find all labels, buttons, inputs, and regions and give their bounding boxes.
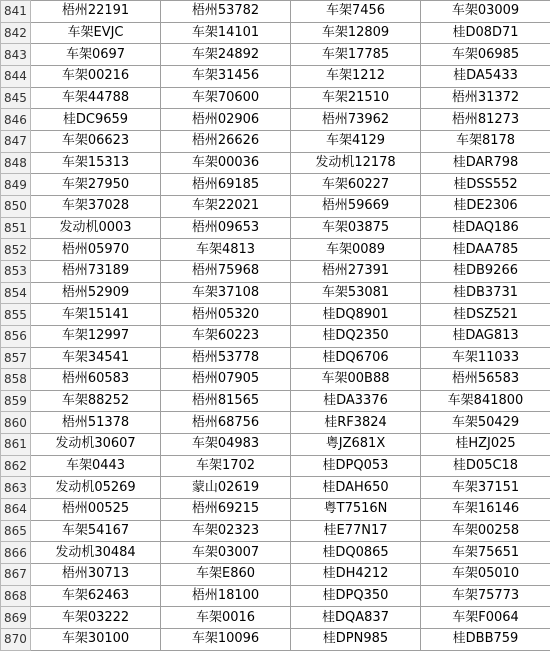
table-row [1,325,550,347]
table-row [1,585,550,607]
cell[interactable]: 梧州07905 [161,369,291,391]
cell[interactable]: 车架00036 [161,152,291,174]
table-row [1,65,550,87]
table-row [1,195,550,217]
row-number[interactable]: 865 [1,520,31,542]
row-number[interactable]: 851 [1,217,31,239]
cell[interactable]: 车架88252 [31,390,161,412]
cell[interactable]: 车架12997 [31,325,161,347]
row-number[interactable]: 863 [1,477,31,499]
cell[interactable]: 车架16146 [421,499,550,521]
cell[interactable]: 梧州52909 [31,282,161,304]
table-row [1,347,550,369]
cell[interactable]: 车架21510 [291,87,421,109]
cell[interactable]: 车架02323 [161,520,291,542]
cell[interactable]: 车架44788 [31,87,161,109]
cell[interactable]: 车架0697 [31,44,161,66]
cell[interactable]: 车架00B88 [291,369,421,391]
cell[interactable]: 梧州68756 [161,412,291,434]
cell[interactable]: 车架75773 [421,585,550,607]
cell[interactable]: 车架00216 [31,65,161,87]
row-number[interactable]: 859 [1,390,31,412]
cell[interactable]: 梧州73189 [31,260,161,282]
cell[interactable]: 发动机0003 [31,217,161,239]
table-row [1,152,550,174]
cell[interactable]: 梧州22191 [31,1,161,23]
row-number[interactable]: 843 [1,44,31,66]
row-number[interactable]: 864 [1,499,31,521]
table-row [1,412,550,434]
cell[interactable]: 车架24892 [161,44,291,66]
cell[interactable]: 桂D05C18 [421,455,550,477]
cell[interactable]: 桂DQ6706 [291,347,421,369]
table-row [1,369,550,391]
cell[interactable]: 车架E860 [161,564,291,586]
row-number[interactable]: 847 [1,130,31,152]
cell[interactable]: 桂DBB759 [421,629,550,651]
cell[interactable]: 发动机30607 [31,434,161,456]
cell[interactable]: 桂DE2306 [421,195,550,217]
cell[interactable]: 车架03009 [421,1,550,23]
table-row [1,542,550,564]
cell[interactable]: 车架06985 [421,44,550,66]
cell[interactable]: 车架00258 [421,520,550,542]
table-body [1,1,550,651]
cell[interactable]: 车架0016 [161,607,291,629]
row-number[interactable]: 867 [1,564,31,586]
row-number[interactable]: 844 [1,65,31,87]
cell[interactable]: 桂DSS552 [421,174,550,196]
table-row [1,217,550,239]
cell[interactable]: 桂DA5433 [421,65,550,87]
cell[interactable]: 车架7456 [291,1,421,23]
row-number[interactable]: 841 [1,1,31,23]
cell[interactable]: 车架17785 [291,44,421,66]
cell[interactable]: 桂DB9266 [421,260,550,282]
cell[interactable]: 车架60227 [291,174,421,196]
cell[interactable]: 梧州05970 [31,239,161,261]
cell[interactable]: 梧州18100 [161,585,291,607]
row-number[interactable]: 856 [1,325,31,347]
table-row [1,282,550,304]
cell[interactable]: 车架60223 [161,325,291,347]
cell[interactable]: 发动机05269 [31,477,161,499]
table-row [1,607,550,629]
cell[interactable]: 桂HZJ025 [421,434,550,456]
cell[interactable]: 车架37151 [421,477,550,499]
cell[interactable]: 桂D08D71 [421,22,550,44]
cell[interactable]: 车架4129 [291,130,421,152]
table-row [1,499,550,521]
cell[interactable]: 桂DSZ521 [421,304,550,326]
row-number[interactable]: 858 [1,369,31,391]
cell[interactable]: 梧州81273 [421,109,550,131]
table-row [1,174,550,196]
row-number[interactable]: 848 [1,152,31,174]
cell[interactable]: 车架14101 [161,22,291,44]
row-number[interactable]: 857 [1,347,31,369]
cell[interactable]: 车架03222 [31,607,161,629]
cell[interactable]: 梧州60583 [31,369,161,391]
cell[interactable]: 桂DC9659 [31,109,161,131]
cell[interactable]: 梧州53778 [161,347,291,369]
row-number[interactable]: 861 [1,434,31,456]
row-number[interactable]: 846 [1,109,31,131]
cell[interactable]: 桂DB3731 [421,282,550,304]
cell[interactable]: 车架31456 [161,65,291,87]
table-row [1,564,550,586]
table-row [1,1,550,23]
cell[interactable]: 梧州30713 [31,564,161,586]
cell[interactable]: 车架06623 [31,130,161,152]
row-number[interactable]: 866 [1,542,31,564]
cell[interactable]: 桂DPN985 [291,629,421,651]
cell[interactable]: 桂DAH650 [291,477,421,499]
cell[interactable]: 车架03007 [161,542,291,564]
cell[interactable]: 桂DQ8901 [291,304,421,326]
cell[interactable]: 车架0443 [31,455,161,477]
row-number[interactable]: 870 [1,629,31,651]
cell[interactable]: 梧州75968 [161,260,291,282]
table-row [1,109,550,131]
table-row [1,477,550,499]
cell[interactable]: 车架05010 [421,564,550,586]
cell[interactable]: 车架37028 [31,195,161,217]
table-row [1,239,550,261]
cell[interactable]: 车架62463 [31,585,161,607]
cell[interactable]: 粤JZ681X [291,434,421,456]
table-row [1,455,550,477]
cell[interactable]: 车架50429 [421,412,550,434]
cell[interactable]: 梧州59669 [291,195,421,217]
table-row [1,130,550,152]
cell[interactable]: 车架10096 [161,629,291,651]
cell[interactable]: 发动机30484 [31,542,161,564]
table-row [1,22,550,44]
cell[interactable]: 车架15313 [31,152,161,174]
cell[interactable]: 车架1702 [161,455,291,477]
cell[interactable]: 桂DPQ350 [291,585,421,607]
cell[interactable]: 车架27950 [31,174,161,196]
cell[interactable]: 梧州26626 [161,130,291,152]
cell[interactable]: 车架70600 [161,87,291,109]
cell[interactable]: 车架15141 [31,304,161,326]
cell[interactable]: 发动机12178 [291,152,421,174]
table-row [1,520,550,542]
cell[interactable]: 车架1212 [291,65,421,87]
cell[interactable]: 梧州69185 [161,174,291,196]
cell[interactable]: 车架0089 [291,239,421,261]
cell[interactable]: 车架34541 [31,347,161,369]
table-row [1,629,550,651]
cell[interactable]: 车架03875 [291,217,421,239]
cell[interactable]: 车架54167 [31,520,161,542]
cell[interactable]: 蒙山02619 [161,477,291,499]
cell[interactable]: 桂DAQ186 [421,217,550,239]
row-number[interactable]: 869 [1,607,31,629]
cell[interactable]: 桂DAG813 [421,325,550,347]
cell[interactable]: 车架04983 [161,434,291,456]
cell[interactable]: 桂DAA785 [421,239,550,261]
cell[interactable]: 车架F0064 [421,607,550,629]
cell[interactable]: 车架841800 [421,390,550,412]
cell[interactable]: 车架53081 [291,282,421,304]
cell[interactable]: 车架37108 [161,282,291,304]
cell[interactable]: 车架30100 [31,629,161,651]
table-row [1,390,550,412]
table-row [1,434,550,456]
cell[interactable]: 车架EVJC [31,22,161,44]
cell[interactable]: 桂E77N17 [291,520,421,542]
cell[interactable]: 桂DA3376 [291,390,421,412]
cell[interactable]: 梧州56583 [421,369,550,391]
row-number[interactable]: 860 [1,412,31,434]
row-number[interactable]: 842 [1,22,31,44]
cell[interactable]: 梧州02906 [161,109,291,131]
cell[interactable]: 桂DAR798 [421,152,550,174]
row-number[interactable]: 850 [1,195,31,217]
table-row [1,87,550,109]
row-number[interactable]: 862 [1,455,31,477]
row-number[interactable]: 849 [1,174,31,196]
cell[interactable]: 梧州09653 [161,217,291,239]
cell[interactable]: 桂DQ0865 [291,542,421,564]
cell[interactable]: 梧州05320 [161,304,291,326]
cell[interactable]: 桂DH4212 [291,564,421,586]
row-number[interactable]: 853 [1,260,31,282]
cell[interactable]: 梧州00525 [31,499,161,521]
cell[interactable]: 车架8178 [421,130,550,152]
cell[interactable]: 梧州53782 [161,1,291,23]
cell[interactable]: 桂RF3824 [291,412,421,434]
cell[interactable]: 梧州73962 [291,109,421,131]
row-number[interactable]: 868 [1,585,31,607]
cell[interactable]: 桂DPQ053 [291,455,421,477]
table-row [1,260,550,282]
cell[interactable]: 桂DQA837 [291,607,421,629]
row-number[interactable]: 855 [1,304,31,326]
cell[interactable]: 梧州31372 [421,87,550,109]
row-number[interactable]: 845 [1,87,31,109]
cell[interactable]: 车架75651 [421,542,550,564]
cell[interactable]: 车架11033 [421,347,550,369]
cell[interactable]: 粤T7516N [291,499,421,521]
table-row [1,304,550,326]
row-number[interactable]: 854 [1,282,31,304]
row-number[interactable]: 852 [1,239,31,261]
cell[interactable]: 车架12809 [291,22,421,44]
cell[interactable]: 梧州27391 [291,260,421,282]
cell[interactable]: 桂DQ2350 [291,325,421,347]
cell[interactable]: 车架4813 [161,239,291,261]
cell[interactable]: 车架22021 [161,195,291,217]
cell[interactable]: 梧州69215 [161,499,291,521]
cell[interactable]: 梧州81565 [161,390,291,412]
table-row [1,44,550,66]
cell[interactable]: 梧州51378 [31,412,161,434]
